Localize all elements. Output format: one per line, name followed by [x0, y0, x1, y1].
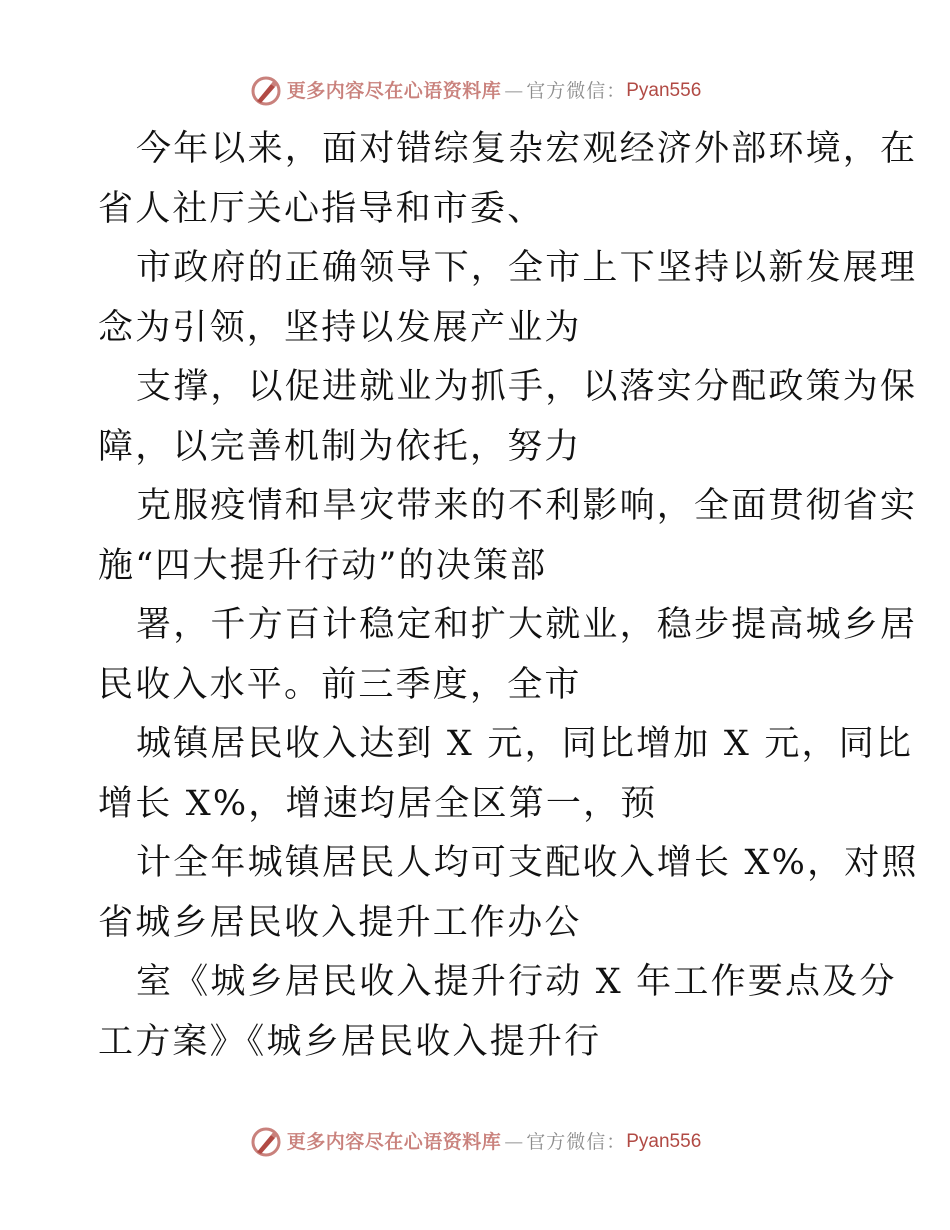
- document-body: [98, 120, 919, 1072]
- body-line: 增长 X%，增速均居全区第一，预: [98, 783, 658, 824]
- body-line: 障，以完善机制为依托，努力: [98, 426, 582, 467]
- body-line: 室《城乡居民收入提升行动 X 年工作要点及分: [136, 962, 897, 1002]
- watermark-title: 更多内容尽在心语资料库: [286, 1131, 502, 1153]
- body-line: 民收入水平。前三季度，全市: [98, 664, 582, 705]
- watermark-title: 更多内容尽在心语资料库: [286, 80, 502, 102]
- body-line: 计全年城镇居民人均可支配收入增长 X%，对照: [136, 843, 919, 883]
- body-line: 念为引领，坚持以发展产业为: [98, 307, 582, 348]
- pen-logo-icon: [249, 1125, 283, 1159]
- body-line: 市政府的正确领导下，全市上下坚持以新发展理: [136, 248, 918, 288]
- body-line: 署，千方百计稳定和扩大就业，稳步提高城乡居: [136, 605, 918, 645]
- watermark-wechat-label: 官方微信：: [526, 80, 627, 102]
- body-line: 支撑，以促进就业为抓手，以落实分配政策为保: [136, 367, 918, 407]
- watermark-wechat-id: Pyan556: [626, 80, 702, 101]
- header-watermark: [0, 74, 950, 108]
- body-line: 省城乡居民收入提升工作办公: [98, 902, 582, 943]
- pen-logo-icon: [249, 74, 283, 108]
- body-line: 克服疫情和旱灾带来的不利影响，全面贯彻省实: [136, 486, 918, 526]
- watermark-dash: —: [504, 80, 524, 102]
- watermark-wechat-label: 官方微信：: [526, 1131, 627, 1153]
- watermark-wechat-id: Pyan556: [626, 1131, 702, 1152]
- body-line: 今年以来，面对错综复杂宏观经济外部环境，在: [136, 129, 918, 169]
- footer-watermark: [0, 1125, 950, 1159]
- body-line: 城镇居民收入达到 X 元，同比增加 X 元，同比: [136, 724, 914, 764]
- watermark-dash: —: [504, 1131, 524, 1153]
- body-line: 省人社厅关心指导和市委、: [98, 188, 545, 229]
- body-line: 施“四大提升行动”的决策部: [98, 545, 548, 586]
- body-line: 工方案》《城乡居民收入提升行: [98, 1021, 602, 1062]
